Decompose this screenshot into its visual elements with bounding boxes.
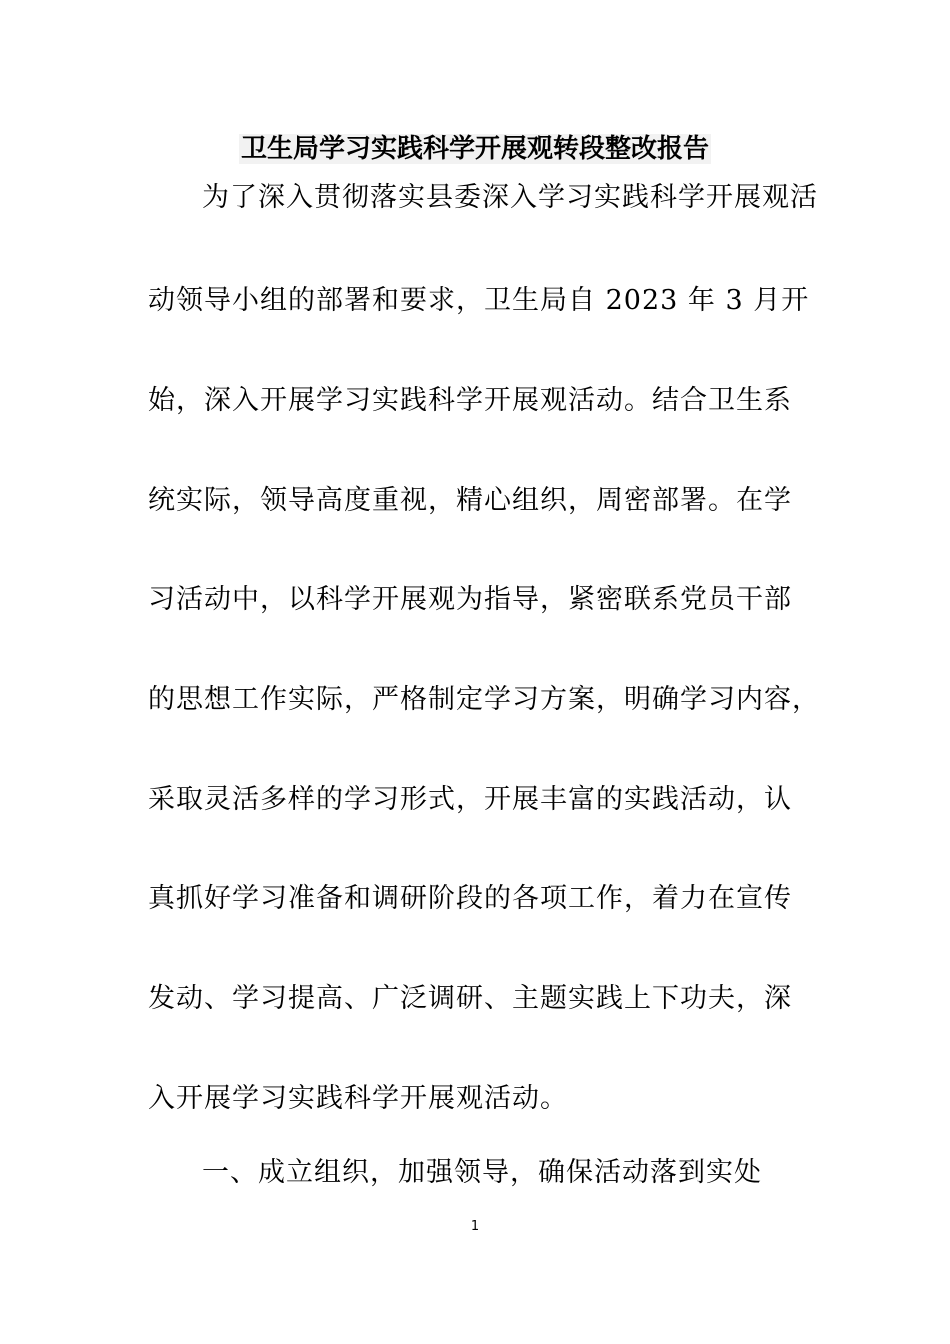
page-number: 1 <box>470 1219 480 1234</box>
paragraph-line-9: 发动、学习提高、广泛调研、主题实践上下功夫，深 <box>148 983 792 1014</box>
paragraph-line-6: 的思想工作实际，严格制定学习方案，明确学习内容， <box>148 684 820 715</box>
section-heading: 一、成立组织，加强领导，确保活动落到实处 <box>202 1157 762 1188</box>
document-title <box>0 131 950 167</box>
paragraph-line-4: 统实际，领导高度重视，精心组织，周密部署。在学 <box>148 485 792 516</box>
paragraph-line-10: 入开展学习实践科学开展观活动。 <box>148 1083 568 1114</box>
paragraph-line-7: 采取灵活多样的学习形式，开展丰富的实践活动，认 <box>148 784 792 815</box>
paragraph-line-1: 为了深入贯彻落实县委深入学习实践科学开展观活 <box>202 182 818 213</box>
document-title-text: 卫生局学习实践科学开展观转段整改报告 <box>240 134 709 164</box>
paragraph-line-5: 习活动中，以科学开展观为指导，紧密联系党员干部 <box>148 584 792 615</box>
paragraph-line-3: 始，深入开展学习实践科学开展观活动。结合卫生系 <box>148 385 792 416</box>
paragraph-line-2: 动领导小组的部署和要求，卫生局自 2023 年 3 月开 <box>148 285 810 316</box>
paragraph-line-8: 真抓好学习准备和调研阶段的各项工作，着力在宣传 <box>148 883 792 914</box>
